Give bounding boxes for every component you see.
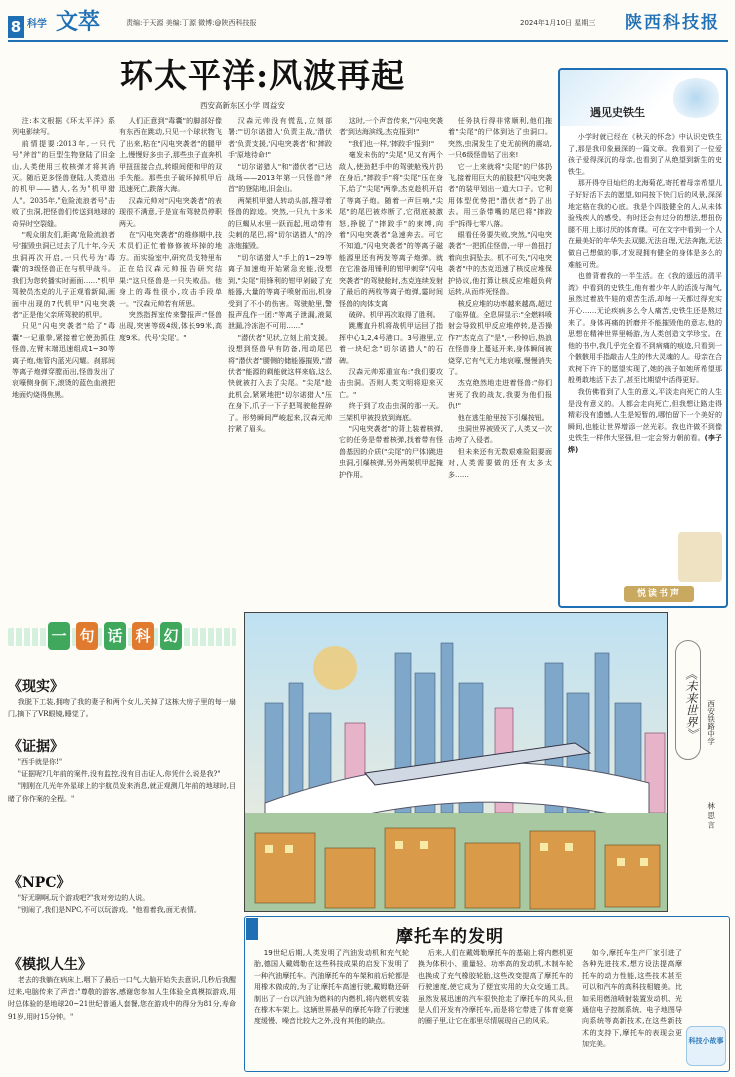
side-article-title: 遇见史铁生 — [590, 106, 645, 119]
article-paragraph: "切尔诺猎人"和"潜伏者"已达战场——2013年第一只怪兽"斧首"的登陆地,旧金山。 — [228, 162, 332, 194]
banner-char: 句 — [76, 622, 98, 650]
scifi-paragraph: "证据呢?几年前的案件,没有监控,没有目击证人,你凭什么说是我?" — [17, 770, 221, 779]
article-paragraph: 他在逃生舱里按下引爆按钮。 — [457, 413, 549, 422]
artwork-title: 《未来世界》 — [675, 640, 701, 760]
artwork-school: 西安铁路中学 — [706, 700, 716, 745]
moto-column-3 — [582, 948, 682, 1068]
page-number: 8 — [8, 16, 24, 38]
article-paragraph: 汉森元帅没有慌乱,立刻部署:"'切尔诺猎人'负责主战,'潜伏者'负责支援,'闪电突袭者'和'摔跤手'原地待命!" — [228, 117, 332, 160]
article-paragraph: "观众朋友们,距离'危险流浪者号'摧毁虫洞已过去了几十年,今天虫洞再次开启,一只代号为'毒囊'的3级怪兽正在与机甲战斗。我们为您转播实时画面……"机甲驾驶员杰克的儿子正观看新闻,画面中出现的7代机甲"闪电突袭者"正是他父亲所驾驶的机甲。 — [12, 231, 115, 319]
article-paragraph: 破碎。机甲再次取得了胜利。 — [348, 310, 440, 319]
moto-column-2 — [418, 948, 573, 1068]
scifi-paragraph: 我脱下工装,拥吻了我的妻子和两个女儿,关掉了这栋大房子里的每一扇门,摘下了VR眼镜,睡觉了。 — [8, 698, 236, 719]
section-label-small: 科学 — [27, 19, 47, 30]
scifi-item-body — [8, 892, 236, 916]
article-column-2 — [119, 116, 222, 606]
article-paragraph: 虫洞世界被毁灭了,人类又一次击垮了入侵者。 — [448, 424, 552, 445]
scifi-item-body — [8, 696, 236, 720]
scifi-item-title: 《NPC》 — [8, 875, 71, 891]
article-column-3 — [228, 116, 332, 606]
scifi-item — [8, 874, 236, 916]
editors-line: 责编:于天源 美编:丁源 微博:@陕西科技报 — [126, 19, 257, 27]
banner-char: 科 — [132, 622, 154, 650]
article-paragraph: 它一上来就将"尖尾"的尸体扔飞,接着用巨大的前肢把"闪电突袭者"的装甲划出一道大口子。它利用体型优势把"潜伏者"扔了出去。用三条带嘴的尾巴将"摔跤手"拆得七零八落。 — [448, 162, 552, 228]
article-intro — [12, 116, 115, 230]
article-paragraph: "切尔诺猎人"手上的1~29等离子加速炮开始紧急充能,没想到,"尖尾"用锋利的钳甲剁破了充能器,大量的等离子喷射而出,机身受到了不小的伤害。驾驶舱里,警报声乱作一团:"等离子泄漏,液氮泄漏,冷冻泡不可用……" — [228, 253, 332, 331]
article-paragraph: 这时,一个声音传来,"'闪电突袭者'到达海滨线,杰克报到!" — [339, 117, 443, 137]
article-paragraph: 汉森元帅郑重宣布:"我们要攻击虫洞。否则人类文明将迎来灭亡。" — [339, 367, 443, 399]
artwork-caption — [675, 640, 727, 890]
side-paragraph: 也曾背着我的一半生活。在《我的遥远的清平湾》中看到的史铁生,他有着少年人的活泼与淘气,虽然过着放牛娃的艰苦生活,却每一天都过得充实开心……无论疾病多么令人痛苦,史铁生还是熬过来了。身体再痛的折磨并不能摧毁他的意志,他的思想在精神世界里畅游,为人类创造文学珍宝。在他的书中,我几乎完全看不到病痛的痕迹,只看到一个骸骸用手指敲击人生的伟大灵魂的人。母亲在合欢树下许下的愿望实现了,她的孩子如她所希望那般勇敢地活下去了,甚至比期望中活得更好。 — [568, 272, 722, 385]
moto-paragraph: 如今,摩托车生产厂家引进了各种先进技术,想方设法提高摩托车的动力性能,这些技术甚至可以和汽车的高科技相媲美。比如采用燃油喷射装置发动机、光通信电子控制系统、电子地图导向系统等高新技术,在这些新技术的支持下,摩托车的表现会更加完美。 — [582, 949, 682, 1049]
intro-paragraph: 前情提要:2013年,一只代号"斧首"的巨型生物登陆了旧金山,人类使用三枚核弹才将其消灭。随后更多怪兽登陆,人类造出的机甲——猎人,名为"机甲猎人"。2035年,"危险流浪者号"击败了虫洞,把怪兽们传送到地球的奇异时空裂缝。 — [12, 139, 115, 228]
article-paragraph: 只见"闪电突袭者"给了"毒囊"一记重拳,紧接着它使劲抓住怪兽,左臂末端迅速组成1~30等离子炮,炮管内蓝光闪耀。刹那间等离子炮弹穿膛而出,怪兽发出了哀嚎侧身倒下,滚烫的蓝色血液把地面灼烧得焦黑。 — [12, 322, 115, 399]
banner-char: 一 — [48, 622, 70, 650]
article-byline: 西安高新东区小学 周益安 — [200, 101, 285, 110]
moto-accent-bar — [246, 918, 258, 940]
scifi-item-title: 《现实》 — [8, 679, 64, 695]
moto-paragraph: 后来,人们在戴姆勒摩托车的基础上将内燃机更换为体积小、重量轻、功率高的发动机,木制车轮也换成了充气橡胶轮胎,这些改变提高了摩托车的行驶速度,使它成为了便宜实用的大众交通工具。虽然发展迅速的汽车很快抢走了摩托车的风头,但是人们开发有冷摩托车,而是将它带进了体育竞赛的圈子里,让它在那里尽情展现自己的风采。 — [418, 949, 573, 1026]
article-paragraph: 人们正意到"毒囊"的脚部好像有东西在跳动,只见一个球状物飞了出来,粘在"闪电突袭者"的腿甲上,慢慢好多虫子,那些虫子直奔机甲扭扭接合点,转眼间便和甲的双手失能。那些虫子破坏掉机甲后迅速死亡,跌落大海。 — [119, 117, 222, 194]
article-paragraph: 跳鹰直升机将战机甲运回了指挥中心1,2,4号港口。3号港里,立着一块纪念"切尔诺猎人"的石碑。 — [339, 322, 443, 365]
side-paragraph — [568, 387, 722, 457]
article-paragraph: "潜伏者"见状,立刻上前支援。没想到怪兽早有防备,甩动尾巴将"潜伏者"腰侧的储能器摧毁,"潜伏者"能源的剩能就这样来临,这么快就被打入去了尖尾。"尖尾"趁此机会,紧紧地把"切尔诺猎人"压在身下,爪子一下子把驾驶舱捏碎了。形势瞬间严峻起来,汉森元帅拧紧了眉头。 — [228, 333, 332, 433]
banner-char: 话 — [104, 622, 126, 650]
moto-column-badge: 科技小故事 — [686, 1026, 726, 1066]
moon-illustration-icon — [670, 78, 722, 118]
moto-paragraph: 19世纪后期,人类发明了汽油发动机和充气轮胎,德国人戴姆勒在这些科技成果的启发下发明了一种汽油摩托车。汽油摩托车的车架和前后轮都是用橡木做成的,为了让摩托车高速行驶,戴姆勒还研制出了一台以汽油为燃料的内燃机,将内燃机安装在橡木车架上。这辆世界最早的摩托车除了行驶速度缓慢、噪音比较大之外,没有其他的缺点。 — [254, 949, 409, 1026]
article-column-4 — [339, 116, 443, 606]
moto-article-title: 摩托车的发明 — [396, 927, 504, 947]
side-paragraph: 小学时就已经在《秋天的怀念》中认识史铁生了,那是我印象最深的一篇文章。我看到了一位爱孩子爱得深沉的母亲,也看到了从绝望到新生的史铁生。 — [568, 133, 722, 176]
scifi-paragraph: "刚刚在几光年外星球上的宇航员发来消息,就正观测几年前的地球时,目睹了你作案的全程。" — [8, 782, 236, 803]
article-paragraph: 在"闪电突袭者"的维修期中,技术员们正忙着修修被坏掉的地方。而实验室中,研究员戈特里布正在给汉森元帅报告研究结果:"这只怪兽是一只失败品。他身上的毒性很小,攻击手段单一。"汉森元帅若有所思。 — [119, 231, 222, 308]
future-city-drawing — [245, 613, 668, 912]
side-article-author: (李子烨) — [568, 434, 722, 455]
scifi-paragraph: "好无聊啊,玩个游戏吧?"我对旁边的人说。 — [17, 894, 150, 902]
scifi-item-body — [8, 974, 236, 1023]
reading-column-box — [558, 68, 728, 608]
scifi-paragraph: 老去的我躺在病床上,咽下了最后一口气,大脑开始失去意识,几秒后我醒过来,电脑传来了声音:"尊敬的游客,感谢您参加人生体验全真模拟游戏,用时总体验的是地球20~21世纪普通人套餐,您在游戏中的得分为81分,寿命91岁,用时15分钟。" — [8, 976, 236, 1021]
article-title: 环太平洋:风波再起 — [120, 56, 406, 95]
article-paragraph: 核反应堆的功率越来越高,超过了临界值。全息屏显示:"全燃料喷射会导致机甲反应堆停转,是否操作?"杰克点了"是",一秒钟后,热浪在怪兽身上蔓延开来,身体瞬间被烧穿,它有气无力地哀嚎,慢慢消失了。 — [448, 299, 552, 376]
scifi-paragraph: "别闹了,我们是NPC,不可以玩游戏。"他看着我,面无表情。 — [17, 906, 201, 915]
article-paragraph: 毫发未伤的"尖尾"见又有两个敌人,使劲把手中的驾驶舱残片扔在身后,"摔跤手"将"尖尾"压在身下,给了"尖尾"两拳,杰克趁机开启了等离子炮。随着一声巨响,"尖尾"的尾巴被炸断了,它彻底被激怒,挣脱了"摔跤手"的束缚,向着"闪电突袭者"急速奔去。可它不知道,"闪电突袭者"的等离子磁能源里还有两发等离子炮弹。就在它准备用锤利的钳甲刺穿"闪电突袭者"的驾驶舱时,杰克连续发射了最后的两枚等离子炮弹,霎时间怪兽的肉体支离 — [339, 151, 443, 308]
article-paragraph: 杰克绝然地走进着怪兽:"你们害死了我的战友,我要为他们报仇!" — [448, 379, 552, 411]
article-column-5 — [448, 116, 552, 606]
scifi-item — [8, 678, 236, 720]
banner-char: 幻 — [160, 622, 182, 650]
scifi-paragraph: "西手就是你!" — [17, 758, 63, 766]
section-label-big: 文萃 — [56, 10, 101, 35]
side-paragraph-text: 我仿佛看到了人生的意义,平淡走向死亡的人生是没有意义的。人都会走向死亡,但我想让路走得精彩没有遗憾,人生是短暂的,哪怕留下一个美好的瞬间,也能让世界增添一丝光彩。我也许做不到像史铁生一样伟大坚强,但一定会努力朝前看。 — [568, 388, 722, 443]
intro-paragraph: 注:本文根据《环太平洋》系列电影续写。 — [12, 117, 115, 137]
page-header — [0, 0, 735, 42]
newspaper-logo: 陕西科技报 — [625, 13, 720, 33]
book-illustration-icon — [678, 532, 722, 582]
scifi-item — [8, 738, 236, 805]
side-paragraph: 那开得夺目灿烂的北海菊花,寄托着母亲希望儿子好好活下去的愿望,如同按下快门后的风景,深深地定格在我的心底。我是个四肢健全的人,从未体验残疾人的感受。有时还会有过分的想法,想扭伤腿不用上那讨厌的体育课。可在文字中看到一个人在最美好的年华失去双腿,无法自理,无法奔跑,无法做自己想做的事,才发现拥有健全的身体是多么的难能可贵。 — [568, 179, 722, 269]
scifi-item-title: 《证据》 — [8, 739, 64, 755]
article-paragraph: 眼看任务要失败,突然,"闪电突袭者"一把抓住怪兽,一甲一兽扭打着向虫洞坠去。机不可失,"闪电突袭者"中的杰克迅速了核反应堆保护协议,他打算让核反应堆超负荷运转,从而炸死怪兽。 — [448, 231, 552, 297]
article-paragraph: 汉森元帅对"闪电突袭者"的表现很不满意,于是宣布驾驶员停职两天。 — [119, 196, 222, 228]
article-paragraph: "闪电突袭者"的背上装着核弹,它的任务是带着核弹,找着带有怪兽基因的介质("尖尾"的尸体)跳进虫洞,引爆核弹,另外两架机甲起掩护作用。 — [339, 424, 443, 479]
article-paragraph: 但未来还有无数艰难险阻要面对,人类需要做的还有太多太多…… — [448, 447, 552, 479]
moto-column-1 — [254, 948, 409, 1068]
column-label: 悦读书声 — [624, 586, 694, 602]
header-divider — [8, 40, 728, 42]
scifi-item-body — [8, 756, 236, 805]
scifi-banner — [8, 620, 236, 652]
article-column-1 — [12, 116, 115, 606]
article-paragraph: 突然指挥室传来警报声:"怪兽出现,突害等级4级,体长99米,高度9米。代号'尖尾'。" — [119, 310, 222, 342]
scifi-item — [8, 956, 236, 1023]
article-paragraph: 任务执行得非常顺利,他们拖着"尖尾"的尸体到达了虫洞口。突然,虫洞发生了史无前例的震动,一只6级怪兽钻了出来! — [448, 117, 552, 160]
issue-date: 2024年1月10日 星期三 — [520, 19, 596, 27]
scifi-list — [8, 656, 236, 1068]
article-paragraph: 两架机甲猎人转动头部,搜寻着怪兽的踪迹。突然,一只九十多米的巨蝎从水里一跃而起,甩动带有尖刺的尾巴,将"切尔诺猎人"的冷冻炮摧毁。 — [228, 196, 332, 251]
article-paragraph: 终于到了攻击虫洞的那一天。三架机甲被投放到海底。 — [339, 402, 443, 422]
article-paragraph: "我们也一样,'摔跤手'报到!" — [348, 139, 435, 148]
scifi-item-title: 《模拟人生》 — [8, 957, 92, 973]
artwork-illustration — [244, 612, 668, 912]
artwork-author: 林思言 — [706, 802, 716, 831]
